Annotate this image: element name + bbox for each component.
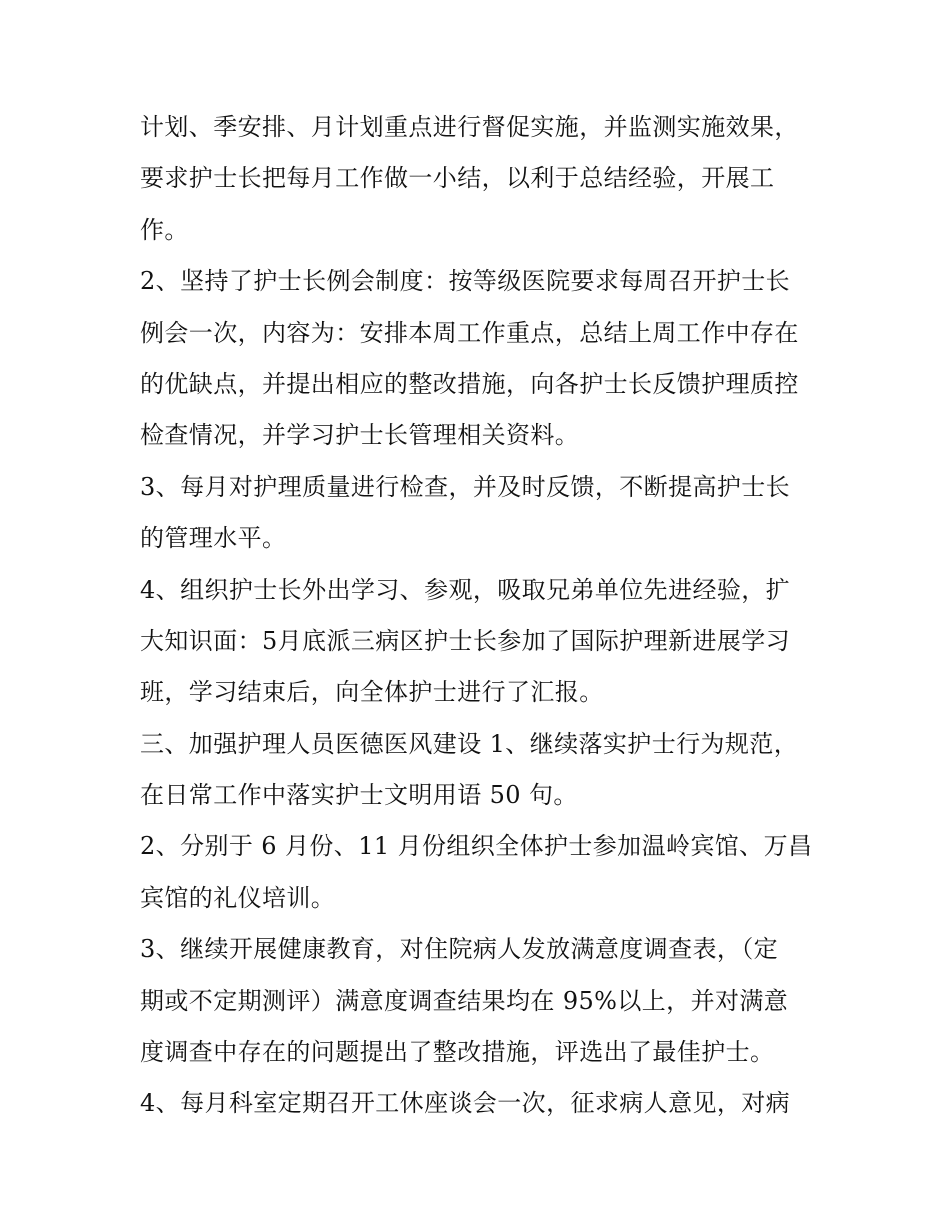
text-line: 2、分别于 6 月份、11 月份组织全体护士参加温岭宾馆、万昌 (140, 832, 813, 861)
text-line: 的管理水平。 (140, 524, 287, 553)
text-line: 大知识面：5月底派三病区护士长参加了国际护理新进展学习 (140, 626, 791, 655)
text-line: 三、加强护理人员医德医风建设 1、继续落实护士行为规范， (140, 729, 799, 758)
text-line: 2、坚持了护士长例会制度：按等级医院要求每周召开护士长 (140, 267, 791, 296)
text-line: 要求护士长把每月工作做一小结，以利于总结经验，开展工 (140, 164, 775, 193)
document-body (140, 102, 820, 1130)
text-line: 作。 (140, 215, 189, 244)
text-line: 的优缺点，并提出相应的整改措施，向各护士长反馈护理质控 (140, 369, 799, 398)
text-line: 4、组织护士长外出学习、参观，吸取兄弟单位先进经验，扩 (140, 575, 791, 604)
text-line: 班，学习结束后，向全体护士进行了汇报。 (140, 678, 604, 707)
text-line: 3、每月对护理质量进行检查，并及时反馈，不断提高护士长 (140, 472, 791, 501)
text-line: 期或不定期测评）满意度调查结果均在 95%以上，并对满意 (140, 986, 789, 1015)
text-line: 计划、季安排、月计划重点进行督促实施，并监测实施效果， (140, 113, 799, 141)
text-line: 在日常工作中落实护士文明用语 50 句。 (140, 781, 578, 810)
text-line: 3、继续开展健康教育，对住院病人发放满意度调查表，（定 (140, 935, 779, 964)
text-line: 例会一次，内容为：安排本周工作重点，总结上周工作中存在 (140, 318, 799, 347)
text-line: 度调查中存在的问题提出了整改措施，评选出了最佳护士。 (140, 1038, 775, 1067)
text-line: 检查情况，并学习护士长管理相关资料。 (140, 421, 580, 450)
text-line: 4、每月科室定期召开工休座谈会一次，征求病人意见，对病 (140, 1089, 791, 1118)
text-line: 宾馆的礼仪培训。 (140, 883, 336, 912)
